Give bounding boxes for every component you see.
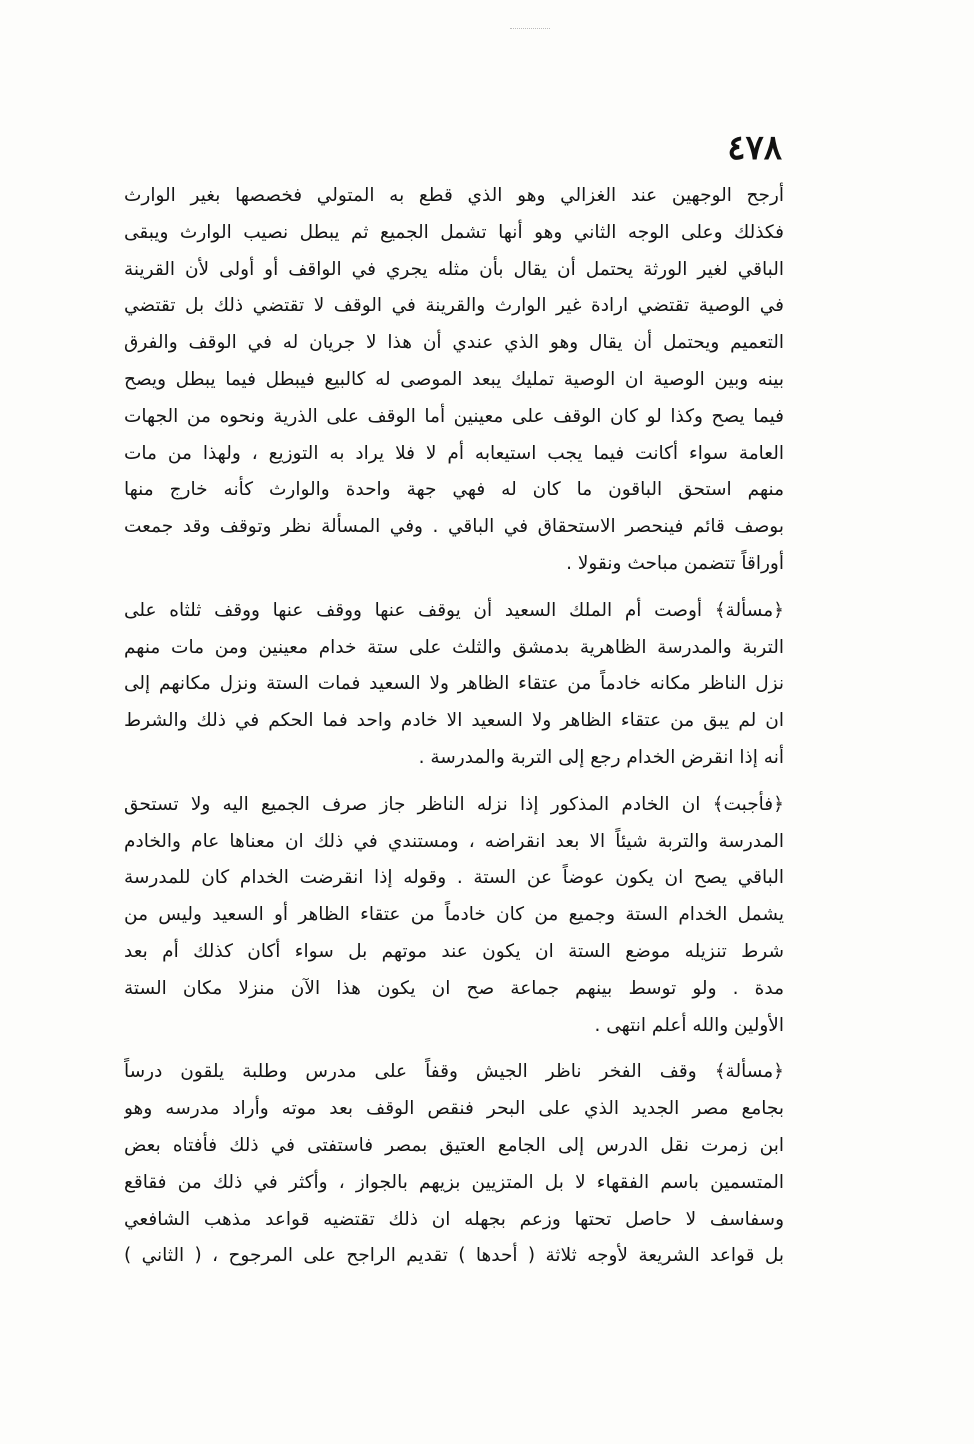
text-line: فيما يصح وكذا لو كان الوقف على معينين أما الوقف على الذرية ونحوه من الجهات <box>124 405 784 427</box>
paragraph-gap <box>124 583 784 593</box>
text-line: في الوصية تقتضي ارادة غير الوارث والقرينة في الوقف لا تقتضي ذلك بل تقتضي <box>124 295 784 317</box>
text-line: أوراقاً تتضمن مباحث ونقولا . <box>566 552 784 574</box>
text-line: وسفاسف لا حاصل تحتها وزعم بجهله ان ذلك تقتضيه قواعد مذهب الشافعي <box>124 1208 784 1230</box>
text-line: بوصف قائم فينحصر الاستحقاق في الباقي . وفي المسألة نظر وتوقف وقد جمعت <box>124 516 784 538</box>
text-line: يشمل الخدام الستة وجميع من كان خادماً من عتقاء الظاهر أو السعيد وليس من <box>124 904 784 926</box>
text-line: العامة سواء أكانت فيما يجب استيعابه أم لا فلا يراد به التوزيع ، ولهذا من مات <box>124 442 784 464</box>
paragraph-gap <box>124 777 784 787</box>
text-line: بجامع مصر الجديد الذي على البحر فنقص الوقف بعد موته وأراد مدرسه وهو <box>124 1098 784 1120</box>
text-line: شرط تنزيله موضع الستة ان يكون عند موتهم بل سواء أكان كذلك أم بعد <box>124 940 784 962</box>
scan-mark <box>510 28 550 30</box>
text-line: التربة والمدرسة الظاهرية بدمشق والثلث على ستة خدام معينين ومن مات منهم <box>124 636 784 658</box>
text-line: ابن زمرت نقل الدرس إلى الجامع العتيق بمصر فاستفتى في ذلك فأفتاه بعض <box>124 1134 784 1156</box>
text-line: نزل الناظر مكانه خادماً من عتقاء الظاهر ولا السعيد فمات الستة ونزل مكانهم إلى <box>124 673 784 695</box>
text-line: ﴿مسألة﴾ وقف الفخر ناظر الجيش وقفاً على مدرس وطلبة يلقون درساً <box>124 1061 784 1083</box>
text-line: المدرسة والتربة شيئاً الا بعد انقراضه ، ومستندي في ذلك ان معناها عام والخادم <box>124 830 784 852</box>
text-line: أرجح الوجهين عند الغزالي وهو الذي قطع به المتولي فخصصها بغير الوارث <box>124 185 784 206</box>
text-line: الباقي لغير الورثة يحتمل أن يقال بأن مثله يجري في الواقف أو أولى لأن القرينة <box>124 258 784 280</box>
text-line: بل قواعد الشريعة لأوجه ثلاثة ( أحدها ) تقديم الراجح على المرجوح ، ( الثاني ) <box>124 1245 784 1267</box>
text-line: بينه وبين الوصية ان الوصية تمليك يبعد الموصى له كالبيع فيبطل فيما يبطل ويصح <box>124 368 784 390</box>
text-line: الباقي يصح ان يكون عوضاً عن الستة . وقوله إذا انقرضت الخدام كان للمدرسة <box>124 867 784 889</box>
text-line: التعميم ويحتمل أن يقال وهو الذي عندي أن هذا لا جريان له في الوقف والفرق <box>124 332 784 354</box>
text-line: ﴿فأجبت﴾ ان الخادم المذكور إذا نزله الناظر جاز صرف الجميع اليه ولا تستحق <box>124 793 784 815</box>
text-line: المتسمين باسم الفقهاء لا بل المتزيين بزيهم بالجواز ، وأكثر في ذلك من فقاقع <box>124 1171 784 1193</box>
paragraph-gap <box>124 1044 784 1054</box>
text-line: مدة . ولو توسط بينهم جماعة صح ان يكون هذا الآن منزلا مكان الستة <box>124 977 784 999</box>
body-text <box>124 178 784 1275</box>
text-line: الأولين والله أعلم انتهى . <box>594 1014 784 1036</box>
text-line: أنه إذا انقرض الخدام رجع إلى التربة والمدرسة . <box>418 746 784 768</box>
text-line: ﴿مسألة﴾ أوصت أم الملك السعيد أن يوقف عنها ووقف عنها ووقف ثلثاه على <box>124 599 784 621</box>
page-number: ٤٧٨ <box>727 128 782 168</box>
text-line: فكذلك وعلى الوجه الثاني وهو أنها تشمل الجميع ثم يبطل نصيب الوارث ويبقى <box>124 221 784 243</box>
text-line: منهم استحق الباقون ما كان له فهي جهة واحدة والوارث كأنه خارج منها <box>124 479 784 501</box>
text-line: ان لم يبق من عتقاء الظاهر ولا السعيد الا خادم واحد فما الحكم في ذلك والشرط <box>124 710 784 732</box>
